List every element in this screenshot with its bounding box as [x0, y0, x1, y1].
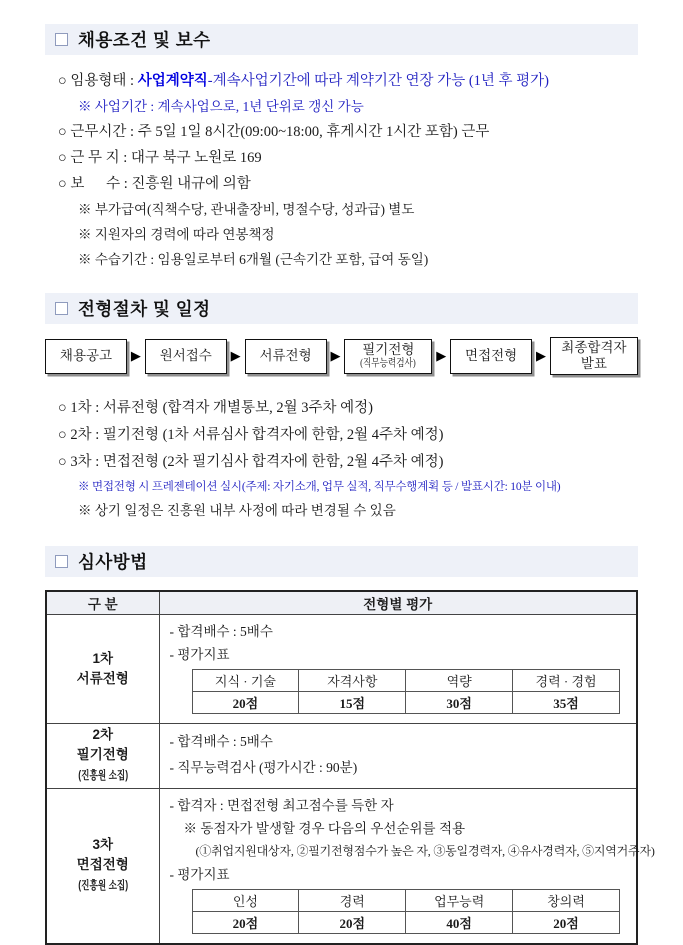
doc-screening-score-table	[192, 669, 621, 714]
employment-type-line	[45, 68, 638, 94]
flow-step-announcement: 채용공고	[45, 339, 127, 374]
arrow-right-icon: ▶	[330, 348, 341, 363]
arrow-right-icon: ▶	[436, 348, 447, 363]
presentation-note: ※ 면접전형 시 프레젠테이션 실시(주제: 자기소개, 업무 실적, 직무수행계획 등 / 발표시간: 10분 이내)	[78, 481, 561, 493]
table-row: 인성 경력 업무능력 창의력	[192, 889, 620, 911]
section-title: 심사방법	[78, 552, 148, 572]
pass-multiple-line: - 합격배수 : 5배수	[169, 733, 273, 749]
schedule-step-2: ○ 2차 : 필기전형 (1차 서류심사 합격자에 한함, 2월 4주차 예정)	[58, 427, 444, 443]
section-header-evaluation-method	[45, 546, 638, 577]
stage-content-interview	[159, 788, 655, 944]
flow-step-written-test: 필기전형 (직무능력검사)	[344, 339, 432, 374]
square-bullet-icon	[55, 33, 68, 46]
tiebreak-priority-list: (①취업지원대상자, ②필기전형점수가 높은 자, ③동일경력자, ④유사경력자, ⑤지역거주자)	[195, 843, 655, 858]
tiebreak-note: ※ 동점자가 발생할 경우 다음의 우선순위를 적용	[183, 820, 466, 836]
arrow-right-icon: ▶	[536, 348, 547, 363]
pay-note-allowances: ※ 부가급여(직책수당, 관내출장비, 명절수당, 성과급) 별도	[78, 202, 415, 217]
aptitude-test-line: - 직무능력검사 (평가시간 : 90분)	[169, 759, 358, 775]
table-row	[46, 788, 637, 944]
pay-note-salary: ※ 지원자의 경력에 따라 연봉책정	[78, 227, 275, 242]
schedule-step-3: ○ 3차 : 면접전형 (2차 필기심사 합격자에 한함, 2월 4주차 예정)	[58, 454, 444, 470]
flow-step-document-screening: 서류전형	[245, 339, 327, 374]
employment-type-detail: -계속사업기간에 따라 계약기간 연장 가능 (1년 후 평가)	[207, 73, 550, 89]
interview-score-table	[192, 889, 621, 934]
employment-type-label: ○ 임용형태 :	[58, 73, 138, 89]
table-row: 20점 15점 30점 35점	[192, 691, 620, 713]
stage-cell-interview: 3차 면접전형 (진흥원 소집)	[46, 788, 159, 944]
table-row: 20점 20점 40점 20점	[192, 911, 620, 933]
pass-multiple-line: - 합격배수 : 5배수	[169, 623, 273, 639]
table-row	[46, 614, 637, 723]
arrow-right-icon: ▶	[130, 348, 141, 363]
eval-header-category: 구 분	[46, 591, 159, 614]
section-header-recruit-conditions	[45, 24, 638, 55]
criteria-label: - 평가지표	[169, 646, 230, 662]
square-bullet-icon	[55, 302, 68, 315]
project-period-note: ※ 사업기간 : 계속사업으로, 1년 단위로 갱신 가능	[78, 99, 364, 114]
arrow-right-icon: ▶	[230, 348, 241, 363]
table-row: 지식 · 기술 자격사항 역량 경력 · 경험	[192, 669, 620, 691]
stage-content-doc-screening	[159, 614, 637, 723]
eval-header-per-stage: 전형별 평가	[159, 591, 637, 614]
flow-step-application: 원서접수	[145, 339, 227, 374]
flow-step-final-announcement: 최종합격자 발표	[550, 337, 638, 375]
schedule-change-note: ※ 상기 일정은 진흥원 내부 사정에 따라 변경될 수 있음	[78, 503, 396, 518]
work-hours-line: ○ 근무시간 : 주 5일 1일 8시간(09:00~18:00, 휴게시간 1시간 포함) 근무	[58, 124, 490, 140]
section-header-selection-process	[45, 293, 638, 324]
table-row	[46, 723, 637, 788]
pass-criteria-line: - 합격자 : 면접전형 최고점수를 득한 자	[169, 797, 394, 813]
pay-line: ○ 보 수 : 진흥원 내규에 의함	[58, 176, 251, 192]
section-title: 전형절차 및 일정	[78, 299, 211, 319]
stage-cell-doc-screening: 1차 서류전형	[46, 614, 159, 723]
stage-cell-written-test: 2차 필기전형 (진흥원 소집)	[46, 723, 159, 788]
square-bullet-icon	[55, 555, 68, 568]
selection-flowchart	[45, 337, 638, 375]
schedule-step-1: ○ 1차 : 서류전형 (합격자 개별통보, 2월 3주차 예정)	[58, 400, 373, 416]
selection-schedule-list	[45, 395, 638, 523]
evaluation-table	[45, 590, 655, 945]
work-place-line: ○ 근 무 지 : 대구 북구 노원로 169	[58, 150, 262, 166]
employment-type-value: 사업계약직	[137, 73, 208, 89]
criteria-label: - 평가지표	[169, 866, 230, 882]
stage-content-written-test	[159, 723, 637, 788]
section-title: 채용조건 및 보수	[78, 30, 211, 50]
flow-step-interview: 면접전형	[450, 339, 532, 374]
pay-note-probation: ※ 수습기간 : 임용일로부터 6개월 (근속기간 포함, 급여 동일)	[78, 252, 429, 267]
